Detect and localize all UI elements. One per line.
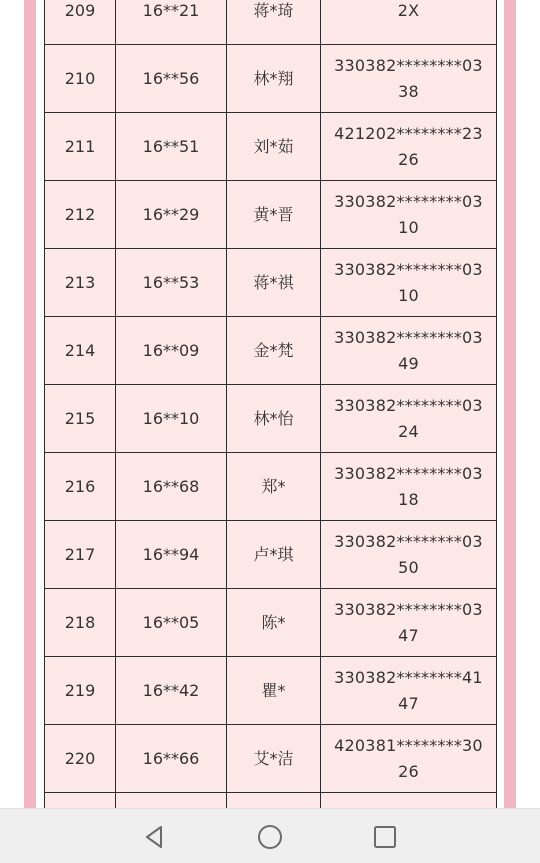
- table-row: [45, 725, 497, 793]
- exam-code-cell: 16**09: [116, 317, 227, 385]
- exam-code-cell: 16**51: [116, 113, 227, 181]
- table-row: [45, 317, 497, 385]
- id-number-cell: [321, 521, 497, 589]
- table-row: [45, 453, 497, 521]
- id-number-line1: 330382********03: [334, 463, 483, 483]
- name-cell: 林*翔: [227, 45, 321, 113]
- id-number-line1: 420381********30: [334, 735, 483, 755]
- row-number-cell: 218: [45, 589, 116, 657]
- table-row: [45, 657, 497, 725]
- id-number-line2: 10: [398, 285, 419, 305]
- row-number-cell: 210: [45, 45, 116, 113]
- id-number-line1: 330382********03: [334, 599, 483, 619]
- row-number-cell: 216: [45, 453, 116, 521]
- name-cell: 黄*晋: [227, 181, 321, 249]
- table-row: [45, 181, 497, 249]
- id-number-line1: 421202********23: [334, 123, 483, 143]
- id-number-line1: 330382********03: [334, 55, 483, 75]
- circle-home-icon: [255, 822, 285, 852]
- id-number-cell: [321, 589, 497, 657]
- roster-table: [44, 0, 497, 861]
- id-number-line1: 330382********03: [334, 327, 483, 347]
- name-cell: 蒋*祺: [227, 249, 321, 317]
- page-border-left: [24, 0, 36, 808]
- table-row: [45, 589, 497, 657]
- id-number-cell: [321, 249, 497, 317]
- exam-code-cell: 16**56: [116, 45, 227, 113]
- home-button[interactable]: [255, 822, 285, 852]
- system-navigation-bar: [0, 808, 540, 863]
- name-cell: 蒋*琦: [227, 0, 321, 45]
- table-row: [45, 0, 497, 45]
- exam-code-cell: 16**94: [116, 521, 227, 589]
- id-number-cell: [321, 657, 497, 725]
- name-cell: 金*梵: [227, 317, 321, 385]
- id-number-line1: 330382********03: [334, 531, 483, 551]
- roster-table-container[interactable]: [44, 0, 496, 861]
- roster-table-body: [45, 0, 497, 861]
- table-row: [45, 45, 497, 113]
- id-number-cell: [321, 385, 497, 453]
- name-cell: 刘*茹: [227, 113, 321, 181]
- table-row: [45, 249, 497, 317]
- id-number-line1: 330382********41: [334, 667, 483, 687]
- exam-code-cell: 16**29: [116, 181, 227, 249]
- id-number-cell: [321, 0, 497, 45]
- id-number-cell: [321, 181, 497, 249]
- row-number-cell: 214: [45, 317, 116, 385]
- id-number-cell: [321, 453, 497, 521]
- id-number-line2: 38: [398, 81, 419, 101]
- row-number-cell: 217: [45, 521, 116, 589]
- row-number-cell: 212: [45, 181, 116, 249]
- id-number-cell: [321, 317, 497, 385]
- id-number-line2: 47: [398, 693, 419, 713]
- id-number-cell: [321, 45, 497, 113]
- recents-button[interactable]: [370, 822, 400, 852]
- id-number-line2: 18: [398, 489, 419, 509]
- id-number-cell: [321, 725, 497, 793]
- page-border-right: [504, 0, 516, 808]
- table-row: [45, 113, 497, 181]
- exam-code-cell: 16**68: [116, 453, 227, 521]
- row-number-cell: 209: [45, 0, 116, 45]
- name-cell: 林*怡: [227, 385, 321, 453]
- row-number-cell: 215: [45, 385, 116, 453]
- id-number-line1: 330382********03: [334, 259, 483, 279]
- id-number-line2: 2X: [397, 0, 420, 20]
- table-row: [45, 385, 497, 453]
- square-recents-icon: [370, 822, 400, 852]
- exam-code-cell: 16**10: [116, 385, 227, 453]
- id-number-line2: 10: [398, 217, 419, 237]
- row-number-cell: 220: [45, 725, 116, 793]
- back-button[interactable]: [139, 822, 169, 852]
- id-number-line2: 49: [398, 353, 419, 373]
- id-number-line2: 50: [398, 557, 419, 577]
- row-number-cell: 213: [45, 249, 116, 317]
- triangle-back-icon: [139, 822, 169, 852]
- id-number-line2: 26: [398, 761, 419, 781]
- id-number-line1: 330382********03: [334, 395, 483, 415]
- exam-code-cell: 16**66: [116, 725, 227, 793]
- id-number-line2: 26: [398, 149, 419, 169]
- row-number-cell: 219: [45, 657, 116, 725]
- name-cell: 陈*: [227, 589, 321, 657]
- id-number-line2: 47: [398, 625, 419, 645]
- name-cell: 瞿*: [227, 657, 321, 725]
- exam-code-cell: 16**05: [116, 589, 227, 657]
- id-number-cell: [321, 113, 497, 181]
- exam-code-cell: 16**42: [116, 657, 227, 725]
- name-cell: 郑*: [227, 453, 321, 521]
- row-number-cell: 211: [45, 113, 116, 181]
- exam-code-cell: 16**53: [116, 249, 227, 317]
- id-number-line2: 24: [398, 421, 419, 441]
- table-row: [45, 521, 497, 589]
- exam-code-cell: 16**21: [116, 0, 227, 45]
- id-number-line1: 330382********03: [334, 191, 483, 211]
- name-cell: 卢*琪: [227, 521, 321, 589]
- name-cell: 艾*洁: [227, 725, 321, 793]
